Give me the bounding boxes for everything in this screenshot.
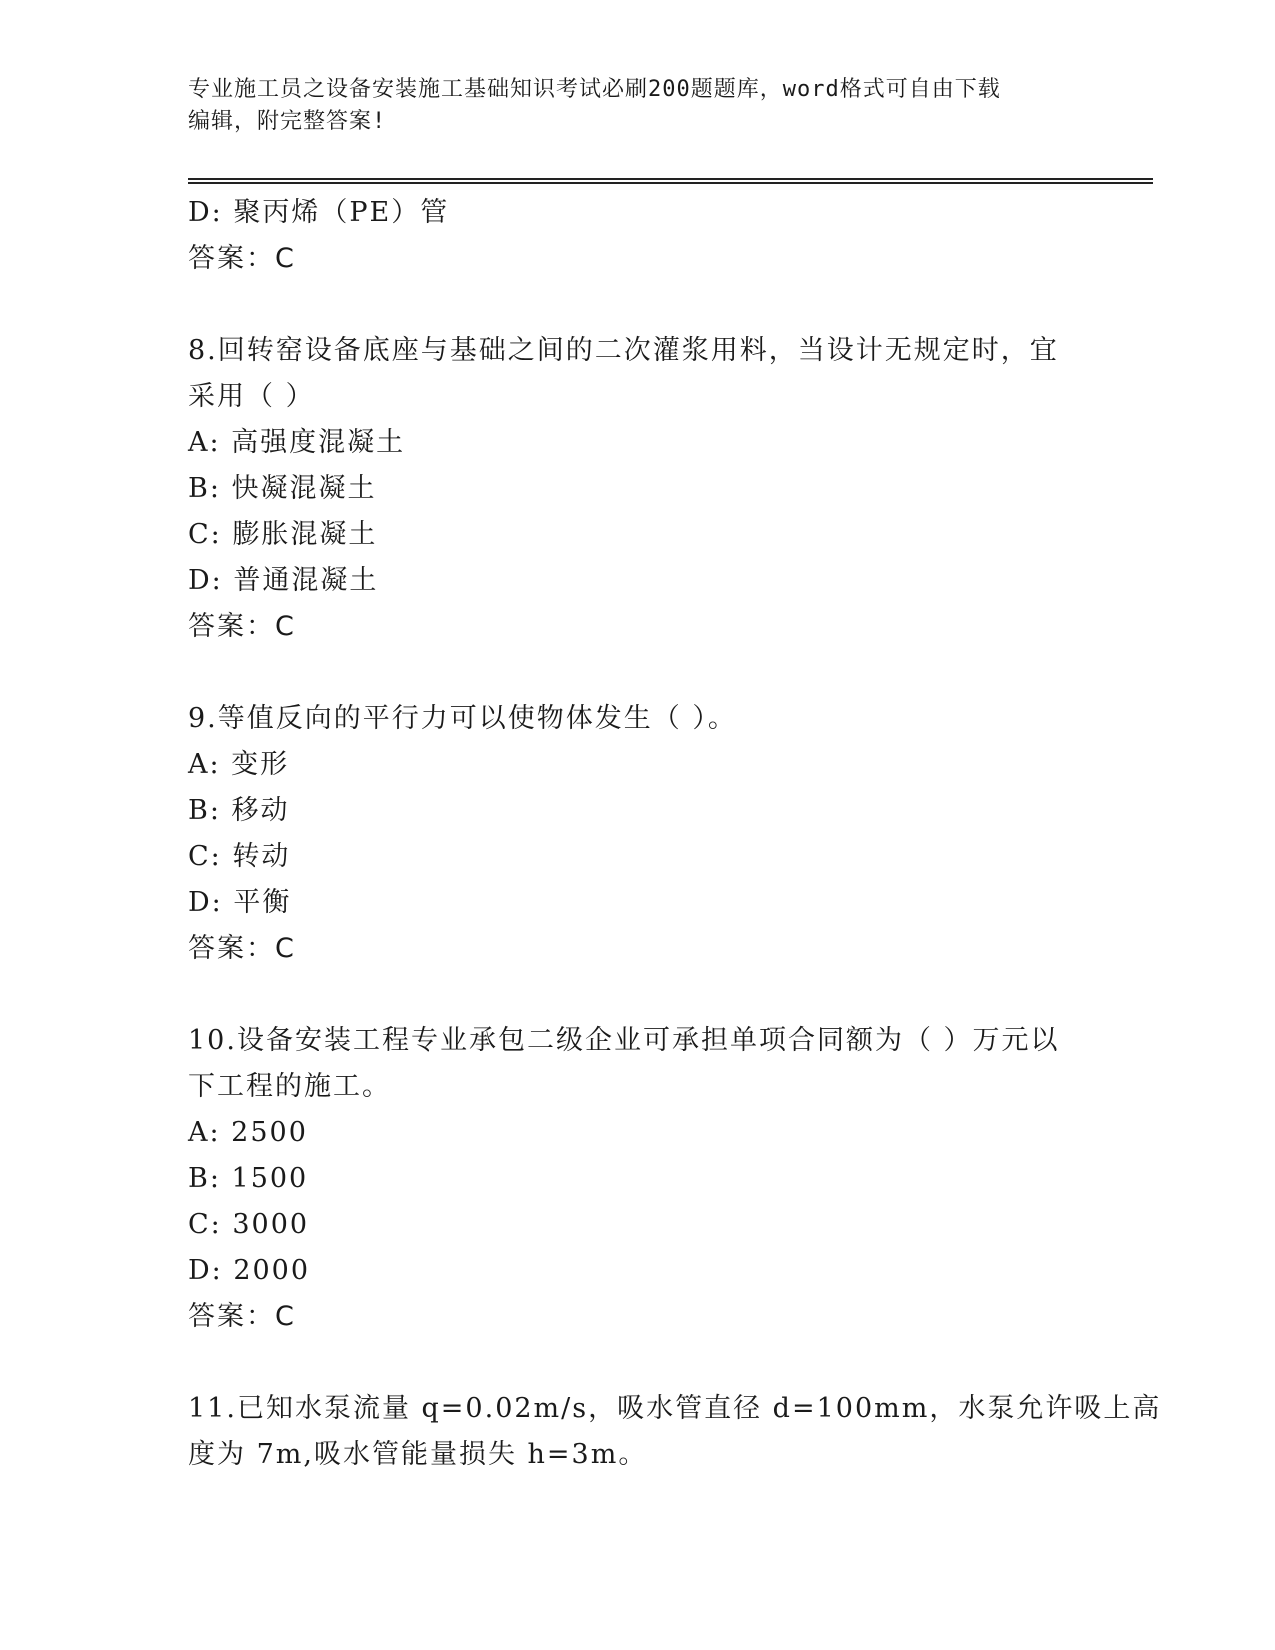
question-9-option-c: C: 转动 <box>188 841 291 872</box>
prev-answer: 答案：C <box>188 243 296 274</box>
prev-option-d: D: 聚丙烯（PE）管 <box>188 197 450 228</box>
spacer <box>188 972 1068 1018</box>
question-9-option-b: B: 移动 <box>188 795 290 826</box>
question-10-text-2: 下工程的施工。 <box>188 1071 391 1102</box>
spacer <box>188 282 1068 328</box>
question-10-option-a: A: 2500 <box>188 1117 308 1148</box>
question-10-answer: 答案：C <box>188 1301 296 1332</box>
question-8-answer: 答案：C <box>188 611 296 642</box>
question-10-text-1: 10.设备安装工程专业承包二级企业可承担单项合同额为（ ）万元以 <box>188 1025 1060 1056</box>
question-11-text-2: 度为 7m,吸水管能量损失 h=3m。 <box>188 1439 648 1470</box>
header-line-2: 编辑，附完整答案! <box>188 109 387 134</box>
question-10-option-b: B: 1500 <box>188 1163 309 1194</box>
question-11 <box>188 1386 1162 1478</box>
question-9-option-a: A: 变形 <box>188 749 290 780</box>
spacer <box>188 650 1068 696</box>
header-divider-top <box>188 178 1153 180</box>
question-10-option-c: C: 3000 <box>188 1209 310 1240</box>
question-content <box>188 190 1162 1478</box>
question-9-answer: 答案：C <box>188 933 296 964</box>
question-10-option-d: D: 2000 <box>188 1255 311 1286</box>
question-9-text-1: 9.等值反向的平行力可以使物体发生（ ）。 <box>188 703 737 734</box>
question-8-option-a: A: 高强度混凝土 <box>188 427 406 458</box>
question-9 <box>188 696 1068 972</box>
question-11-text-1: 11.已知水泵流量 q=0.02m/s，吸水管直径 d=100mm，水泵允许吸上高 <box>188 1393 1162 1424</box>
question-8-option-b: B: 快凝混凝土 <box>188 473 377 504</box>
header-divider-bottom <box>188 182 1153 184</box>
question-8-text-1: 8.回转窑设备底座与基础之间的二次灌浆用料，当设计无规定时，宜 <box>188 335 1059 366</box>
spacer <box>188 1340 1068 1386</box>
question-8-text-2: 采用（ ） <box>188 381 315 412</box>
question-8-option-c: C: 膨胀混凝土 <box>188 519 378 550</box>
question-8 <box>188 328 1068 650</box>
question-8-option-d: D: 普通混凝土 <box>188 565 379 596</box>
question-10 <box>188 1018 1068 1340</box>
question-9-option-d: D: 平衡 <box>188 887 292 918</box>
document-header <box>188 74 1068 138</box>
header-line-1: 专业施工员之设备安装施工基础知识考试必刷200题题库，word格式可自由下载 <box>188 77 1001 102</box>
